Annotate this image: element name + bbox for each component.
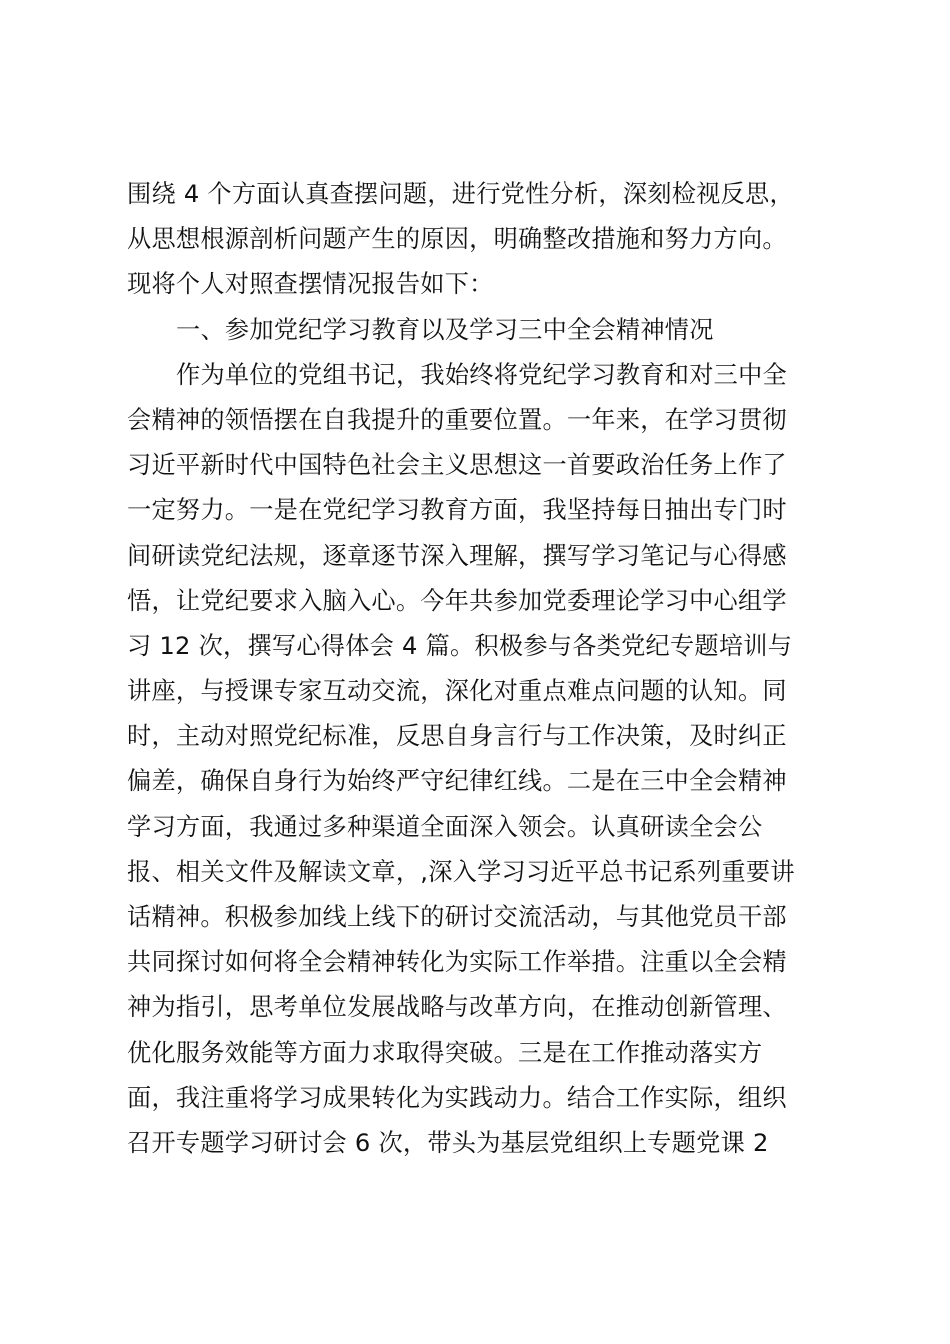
text-line: 习 12 次，撰写心得体会 4 篇。积极参与各类党纪专题培训与 [127, 631, 793, 660]
text-line: 从思想根源剖析问题产生的原因，明确整改措施和努力方向。 [127, 225, 787, 254]
text-line: 现将个人对照查摆情况报告如下： [127, 270, 494, 299]
text-line: 共同探讨如何将全会精神转化为实际工作举措。注重以全会精 [127, 948, 787, 977]
text-line: 习近平新时代中国特色社会主义思想这一首要政治任务上作了 [127, 451, 787, 480]
text-line: 学习方面，我通过多种渠道全面深入领会。认真研读全会公 [127, 812, 763, 841]
text-line: 话精神。积极参加线上线下的研讨交流活动，与其他党员干部 [127, 903, 787, 931]
text-line: 召开专题学习研讨会 6 次，带头为基层党组织上专题党课 2 [127, 1128, 769, 1157]
text-line: 围绕 4 个方面认真查摆问题，进行党性分析，深刻检视反思， [127, 180, 794, 208]
text-line: 会精神的领悟摆在自我提升的重要位置。一年来，在学习贯彻 [127, 405, 787, 434]
text-line: 神为指引，思考单位发展战略与改革方向，在推动创新管理、 [127, 993, 787, 1022]
text-line: 时，主动对照党纪标准，反思自身言行与工作决策，及时纠正 [127, 722, 787, 751]
section-heading: 一、参加党纪学习教育以及学习三中全会精神情况 [176, 315, 714, 344]
text-line: 面，我注重将学习成果转化为实践动力。结合工作实际，组织 [127, 1083, 787, 1112]
paragraph-first-line: 作为单位的党组书记，我始终将党纪学习教育和对三中全 [176, 360, 787, 389]
body-text [127, 172, 827, 1166]
text-line: 偏差，确保自身行为始终严守纪律红线。二是在三中全会精神 [127, 767, 787, 796]
text-line: 间研读党纪法规，逐章逐节深入理解，撰写学习笔记与心得感 [127, 541, 787, 570]
text-line: 讲座，与授课专家互动交流，深化对重点难点问题的认知。同 [127, 677, 787, 706]
text-line: 一定努力。一是在党纪学习教育方面，我坚持每日抽出专门时 [127, 496, 787, 525]
text-line: 优化服务效能等方面力求取得突破。三是在工作推动落实方 [127, 1038, 763, 1067]
text-line: 报、相关文件及解读文章，,深入学习习近平总书记系列重要讲 [127, 857, 795, 886]
text-line: 悟，让党纪要求入脑入心。今年共参加党委理论学习中心组学 [127, 586, 787, 615]
